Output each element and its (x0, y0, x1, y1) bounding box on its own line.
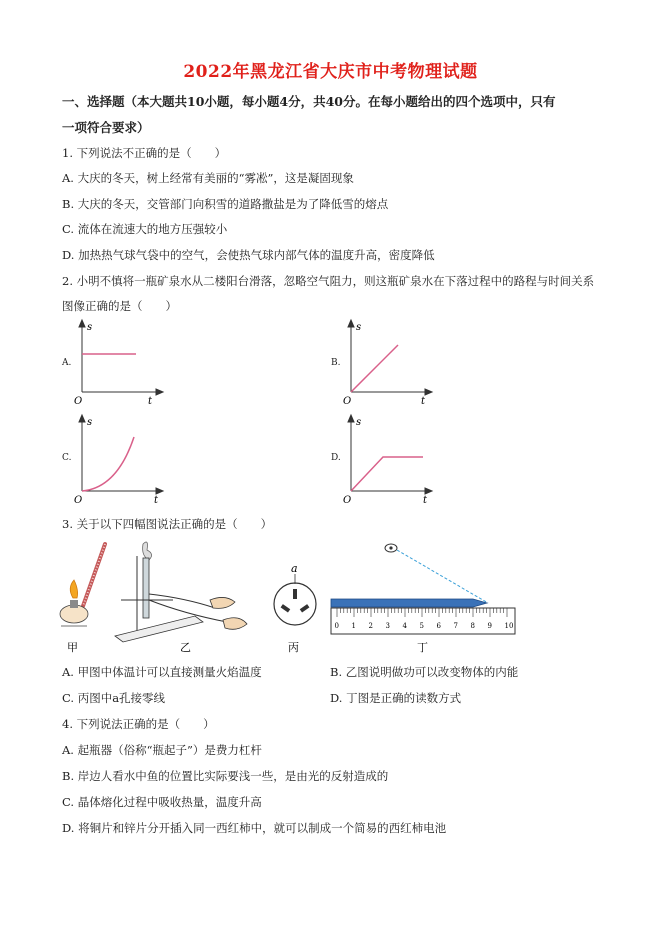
q2-stem-cont: 图像正确的是（ ） (62, 299, 177, 313)
q3-option-c: C. 丙图中a孔接零线 (62, 691, 166, 705)
socket-figure (274, 562, 316, 625)
sight-line (397, 550, 488, 603)
ruler-tick-label: 8 (470, 622, 475, 630)
stand-base (115, 616, 203, 642)
q4-stem: 4. 下列说法正确的是（ ） (62, 717, 215, 731)
ruler-tick-label: 10 (504, 622, 514, 630)
pencil (331, 599, 487, 607)
graph-a (72, 318, 172, 408)
graph-a-label: A. (62, 358, 72, 368)
ruler-tick-label: 9 (487, 622, 492, 630)
rope-friction-figure (115, 542, 247, 642)
graph-b-t-label: t (421, 396, 426, 407)
graph-c-y-arrow (79, 415, 85, 422)
q3-figures (55, 536, 525, 660)
graph-d-label: D. (331, 453, 341, 463)
q3-stem: 3. 关于以下四幅图说法正确的是（ ） (62, 517, 273, 531)
graph-d-curve (351, 457, 423, 491)
q4-option-c: C. 晶体熔化过程中吸收热量，温度升高 (62, 795, 262, 809)
graph-c (72, 413, 172, 505)
alcohol-lamp-thermometer-figure (60, 544, 105, 626)
q4-option-b: B. 岸边人看水中鱼的位置比实际要浅一些，是由光的反射造成的 (62, 769, 389, 783)
section-heading-cont: 一项符合要求） (62, 120, 150, 135)
ruler-tick-label: 0 (334, 622, 339, 630)
graph-a-y-arrow (79, 320, 85, 327)
figure-bing-label: 丙 (288, 641, 299, 654)
graph-b (341, 318, 441, 408)
ruler (331, 608, 515, 634)
hand-1 (210, 597, 235, 608)
graph-c-origin: O (74, 495, 83, 505)
ruler-reading-figure (331, 544, 515, 634)
graph-a-x-arrow (156, 389, 163, 395)
q4-option-a: A. 起瓶器（俗称“瓶起子”）是费力杠杆 (62, 743, 262, 757)
figure-ding-label: 丁 (417, 641, 428, 654)
graph-b-curve (351, 345, 398, 392)
rope (149, 594, 215, 608)
ruler-tick-label: 3 (385, 622, 390, 630)
q1-option-a: A. 大庆的冬天，树上经常有美丽的“雾凇”，这是凝固现象 (62, 171, 354, 185)
graph-d-x-arrow (425, 488, 432, 494)
graph-a-s-label: s (87, 322, 93, 333)
flame (70, 580, 77, 598)
figure-yi-label: 乙 (180, 641, 191, 654)
graph-d-t-label: t (423, 495, 428, 505)
graph-a-t-label: t (148, 396, 153, 407)
socket-top-hole (293, 589, 297, 599)
lamp-neck (70, 600, 78, 608)
ruler-tick-label: 5 (419, 622, 424, 630)
graph-d (341, 413, 441, 505)
graph-b-origin: O (343, 396, 352, 407)
smoke (143, 542, 152, 560)
q1-option-c: C. 流体在流速大的地方压强较小 (62, 222, 228, 236)
tube (143, 558, 149, 618)
socket-a-label: a (291, 562, 298, 575)
q1-option-b: B. 大庆的冬天，交管部门向积雪的道路撒盐是为了降低雪的熔点 (62, 197, 389, 211)
ruler-tick-label: 7 (453, 622, 458, 630)
q3-option-a: A. 甲图中体温计可以直接测量火焰温度 (62, 665, 262, 679)
graph-a-origin: O (74, 396, 83, 407)
graph-b-x-arrow (425, 389, 432, 395)
q4-option-d: D. 将铜片和锌片分开插入同一西红柿中，就可以制成一个简易的西红柿电池 (62, 821, 447, 835)
hand-2 (223, 618, 247, 630)
q2-stem: 2. 小明不慎将一瓶矿泉水从二楼阳台滑落，忽略空气阻力，则这瓶矿泉水在下落过程中的路程与时间关系 (62, 274, 595, 288)
q1-stem: 1. 下列说法不正确的是（ ） (62, 146, 227, 160)
graph-d-y-arrow (348, 415, 354, 422)
q3-option-b: B. 乙图说明做功可以改变物体的内能 (330, 665, 519, 679)
graph-b-y-arrow (348, 320, 354, 327)
ruler-tick-label: 6 (436, 622, 441, 630)
graph-b-label: B. (331, 358, 341, 368)
ruler-tick-label: 1 (351, 622, 356, 630)
graph-b-s-label: s (356, 322, 362, 333)
graph-c-s-label: s (87, 417, 93, 428)
graph-c-x-arrow (156, 488, 163, 494)
socket-right-hole (300, 604, 310, 612)
ruler-tick-label: 4 (402, 622, 407, 630)
graph-c-t-label: t (154, 495, 159, 505)
socket-left-hole (281, 604, 291, 612)
q1-option-d: D. 加热热气球气袋中的空气，会使热气球内部气体的温度升高，密度降低 (62, 248, 435, 262)
graph-c-label: C. (62, 453, 72, 463)
ruler-tick-label: 2 (368, 622, 373, 630)
graph-d-s-label: s (356, 417, 362, 428)
section-heading: 一、选择题（本大题共10小题，每小题4分，共40分。在每小题给出的四个选项中，只有 (62, 94, 556, 109)
q3-option-d: D. 丁图是正确的读数方式 (330, 691, 462, 705)
graph-c-curve (82, 437, 134, 491)
graph-d-origin: O (343, 495, 352, 505)
page-title: 2022年黑龙江省大庆市中考物理试题 (183, 62, 478, 82)
figure-jia-label: 甲 (67, 641, 78, 654)
